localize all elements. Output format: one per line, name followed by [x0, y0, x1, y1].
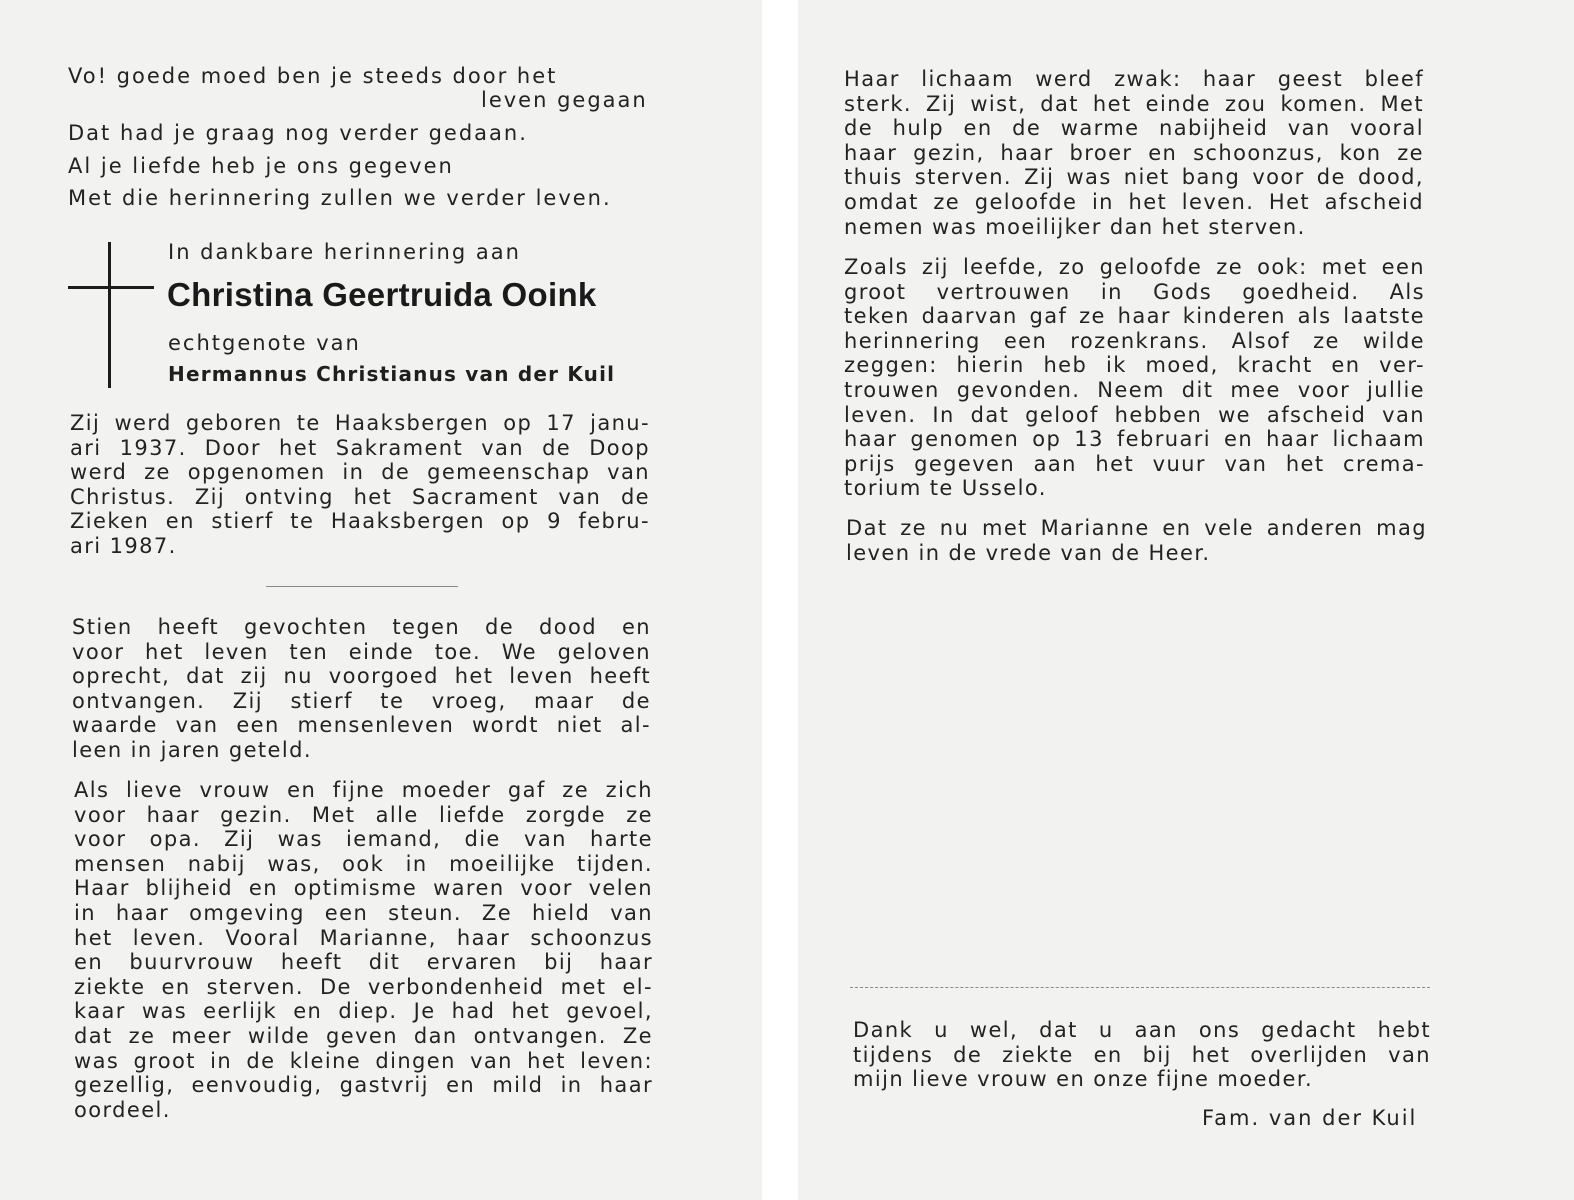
- paragraph-line: ontvangen. Zij stierf te vroeg, maar de: [72, 688, 651, 713]
- paragraph-line: prijs gegeven aan het vuur van het crema-: [844, 451, 1425, 476]
- paragraph-line: in haar omgeving een steun. Ze hield van: [74, 900, 653, 925]
- paragraph-peace: [846, 516, 1427, 565]
- paragraph-line: sterk. Zij wist, dat het einde zou komen. Met: [844, 91, 1424, 116]
- paragraph-line: leven in de vrede van de Heer.: [846, 540, 1211, 565]
- paragraph-line: omdat ze geloofde in het leven. Het afscheid: [844, 189, 1424, 214]
- paragraph-line: was groot in de kleine dingen van het leven:: [74, 1048, 653, 1073]
- poem-line-5: Met die herinnering zullen we verder leven.: [68, 186, 612, 210]
- paragraph-line: leven. In dat geloof hebben we afscheid van: [844, 402, 1425, 427]
- biography-line: ari 1987.: [70, 533, 177, 558]
- paragraph-line: gezellig, eenvoudig, gastvrij en mild in haar: [74, 1073, 653, 1098]
- poem-line-1: Vo! goede moed ben je steeds door het: [68, 64, 558, 88]
- poem-line-4: Al je liefde heb je ons gegeven: [68, 154, 454, 178]
- paragraph-line: herinnering een rozenkrans. Alsof ze wilde: [844, 328, 1425, 353]
- paragraph-line: waarde van een mensenleven wordt niet al-: [72, 713, 651, 738]
- paragraph-line: mensen nabij was, ook in moeilijke tijden.: [74, 851, 653, 876]
- paragraph-line: thuis sterven. Zij was niet bang voor de dood,: [844, 165, 1424, 190]
- paragraph-line: haar gezin, haar broer en schoonzus, kon ze: [844, 140, 1424, 165]
- paragraph-line: nemen was moeilijker dan het sterven.: [844, 214, 1306, 239]
- paragraph-illness: [844, 67, 1424, 239]
- biography-line: ari 1937. Door het Sakrament van de Doop: [70, 435, 650, 460]
- biography-line: Christus. Zij ontving het Sacrament van de: [70, 484, 650, 509]
- paragraph-line: Haar lichaam werd zwak: haar geest bleef: [844, 67, 1424, 91]
- paragraph-line: dat ze meer wilde geven dan ontvangen. Ze: [74, 1023, 653, 1048]
- paragraph-line: groot vertrouwen in Gods goedheid. Als: [844, 279, 1425, 304]
- memorial-card-left: [0, 0, 762, 1200]
- paragraph-line: Stien heeft gevochten tegen de dood en: [72, 615, 651, 639]
- paragraph-line: Als lieve vrouw en fijne moeder gaf ze zich: [74, 778, 653, 802]
- thanks-paragraph: [853, 1018, 1431, 1092]
- paragraph-line: kaar was eerlijk en diep. Je had het gevoel,: [74, 999, 653, 1024]
- paragraph-line: oordeel.: [74, 1097, 171, 1122]
- biography-line: werd ze opgenomen in de gemeenschap van: [70, 460, 650, 485]
- thanks-line: tijdens de ziekte en bij het overlijden van: [853, 1042, 1431, 1067]
- paragraph-line: voor opa. Zij was iemand, die van harte: [74, 827, 653, 852]
- paragraph-line: oprecht, dat zij nu voorgoed het leven heeft: [72, 664, 651, 689]
- separator: [266, 586, 458, 587]
- paragraph-line: Dat ze nu met Marianne en vele anderen mag: [846, 516, 1427, 540]
- biography-line: Zij werd geboren te Haaksbergen op 17 janu-: [70, 411, 650, 435]
- poem-line-2: leven gegaan: [481, 88, 648, 112]
- separator: [850, 987, 1430, 988]
- paragraph-line: trouwen gevonden. Neem dit mee voor jullie: [844, 377, 1425, 402]
- paragraph-line: torium te Usselo.: [844, 476, 1047, 501]
- signature: Fam. van der Kuil: [1202, 1106, 1418, 1130]
- memorial-intro: In dankbare herinnering aan: [168, 240, 521, 264]
- paragraph-faith: [844, 255, 1425, 501]
- paragraph-line: ziekte en sterven. De verbondenheid met el-: [74, 974, 653, 999]
- memorial-card-right: [798, 0, 1574, 1200]
- paragraph-line: Haar blijheid en optimisme waren voor velen: [74, 876, 653, 901]
- paragraph-line: leen in jaren geteld.: [72, 737, 312, 762]
- paragraph-line: voor haar gezin. Met alle liefde zorgde ze: [74, 802, 653, 827]
- paragraph-life: [74, 778, 653, 1122]
- paragraph-line: haar genomen op 13 februari en haar lichaam: [844, 427, 1425, 452]
- paragraph-line: zeggen: hierin heb ik moed, kracht en ver-: [844, 353, 1425, 378]
- thanks-line: Dank u wel, dat u aan ons gedacht hebt: [853, 1018, 1431, 1042]
- deceased-name: Christina Geertruida Ooink: [167, 276, 597, 313]
- paragraph-line: Zoals zij leefde, zo geloofde ze ook: met een: [844, 255, 1425, 279]
- biography: [70, 411, 650, 559]
- spouse-label: echtgenote van: [168, 331, 361, 355]
- paragraph-line: en buurvrouw heeft dit ervaren bij haar: [74, 950, 653, 975]
- paragraph-struggle: [72, 615, 651, 763]
- paragraph-line: teken daarvan gaf ze haar kinderen als laatste: [844, 304, 1425, 329]
- poem-line-3: Dat had je graag nog verder gedaan.: [68, 121, 528, 145]
- thanks-line: mijn lieve vrouw en onze fijne moeder.: [853, 1067, 1314, 1092]
- paragraph-line: de hulp en de warme nabijheid van vooral: [844, 116, 1424, 141]
- biography-line: Zieken en stierf te Haaksbergen op 9 febru-: [70, 509, 650, 534]
- spouse-name: Hermannus Christianus van der Kuil: [168, 362, 616, 386]
- paragraph-line: het leven. Vooral Marianne, haar schoonzus: [74, 925, 653, 950]
- paragraph-line: voor het leven ten einde toe. We geloven: [72, 639, 651, 664]
